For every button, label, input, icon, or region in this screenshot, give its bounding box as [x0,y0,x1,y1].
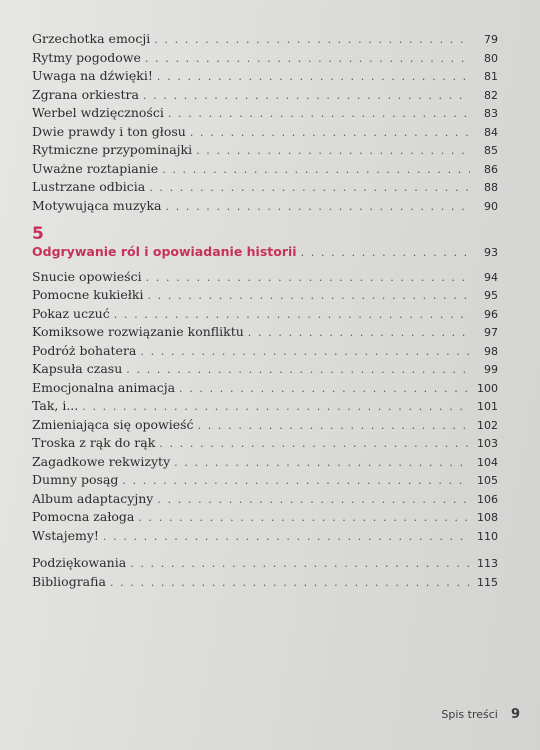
toc-entry-page-number: 98 [484,344,498,358]
toc-entry [32,397,498,416]
page-footer [441,703,520,722]
toc-entry-page-number: 86 [484,162,498,176]
toc-entry-title: Uwaga na dźwięki! [32,68,153,83]
chapter-number: 5 [32,224,44,244]
toc-entry-title: Motywująca muzyka [32,197,162,213]
toc-entry-title: Grzechotka emocji [32,31,151,46]
toc-entry [32,416,498,435]
leader-dots [157,491,470,510]
toc-entry-page-number: 102 [477,418,498,432]
toc-entry [32,527,498,546]
toc-entry [32,286,498,305]
toc-entry-page-number: 88 [484,181,498,194]
toc-entry-page-number: 115 [477,575,498,589]
toc-entry-page-number: 103 [477,437,498,450]
leader-dots [146,269,470,288]
toc-entry [32,197,498,216]
leader-dots [82,398,470,417]
toc-entry-title: Lustrzane odbicia [32,179,146,194]
toc-entry-title: Podziękowania [32,555,127,570]
toc-entry [32,49,498,68]
toc-section-chapter-4 [32,30,498,215]
toc-entry-page-number: 100 [477,381,498,395]
leader-dots [179,380,470,399]
toc-entry-title: Dumny posąg [32,472,119,487]
toc-entry-title: Komiksowe rozwiązanie konfliktu [32,324,244,339]
toc-entry-page-number: 101 [477,400,498,413]
toc-entry [32,178,498,197]
toc-entry-title: Kapsuła czasu [32,361,123,376]
leader-dots [143,87,470,106]
leader-dots [110,574,470,593]
leader-dots [140,343,470,362]
leader-dots [159,435,470,454]
toc-entry-page-number: 110 [477,529,498,543]
leader-dots [114,306,470,325]
leader-dots [147,287,470,306]
leader-dots [130,555,470,574]
leader-dots [168,105,470,124]
toc-entry [32,160,498,179]
toc-entry [32,490,498,509]
toc-entry-title: Pokaz uczuć [32,305,110,321]
running-footer-title: Spis treści [441,708,498,721]
toc-entry-page-number: 85 [484,144,498,157]
leader-dots [122,472,470,491]
toc-entry-title: Zgrana orkiestra [32,86,139,102]
toc-entry-title: Podróż bohatera [32,342,137,358]
toc-entry-page-number: 80 [484,51,498,65]
toc-back-matter [32,554,498,591]
leader-dots [149,179,470,198]
toc-entry-title: Wstajemy! [32,527,99,543]
toc-entry [32,268,498,287]
toc-entry [32,305,498,324]
leader-dots [174,454,470,473]
leader-dots [162,161,470,180]
page-folio: 9 [510,707,520,722]
toc-entry-page-number: 81 [484,70,498,83]
chapter-page-number: 93 [484,246,498,259]
toc-entry-page-number: 90 [484,199,498,213]
toc-entry-title: Zagadkowe rekwizyty [32,453,171,469]
toc-entry [32,141,498,160]
toc-entry-title: Snucie opowieści [32,268,142,284]
toc-entry-page-number: 97 [484,326,498,339]
toc-entry [32,379,498,398]
toc-entry-page-number: 113 [477,557,498,570]
toc-entry-page-number: 82 [484,88,498,102]
chapter-title: Odgrywanie ról i opowiadanie historii [32,244,297,259]
toc-entry [32,86,498,105]
toc-entry [32,573,498,592]
toc-entry [32,323,498,342]
leader-dots [248,324,470,343]
toc-entry-page-number: 94 [484,270,498,284]
toc-entry-page-number: 96 [484,307,498,321]
toc-entry [32,471,498,490]
toc-entry [32,554,498,573]
toc-entry-title: Dwie prawdy i ton głosu [32,123,186,139]
toc-entry-page-number: 99 [484,363,498,376]
toc-entry-page-number: 106 [477,492,498,506]
toc-entry-page-number: 95 [484,289,498,302]
leader-dots [126,361,470,380]
toc-entry [32,434,498,453]
leader-dots [196,142,470,161]
toc-entry [32,360,498,379]
toc-entry [32,453,498,472]
toc-entry [32,123,498,142]
toc-entry-title: Uważne roztapianie [32,160,159,176]
toc-entry-title: Troska z rąk do rąk [32,435,156,450]
chapter-title-entry [32,243,498,262]
toc-entry-title: Werbel wdzięczności [32,105,164,120]
toc-entry-page-number: 104 [477,455,498,469]
toc-section-chapter-5 [32,268,498,546]
table-of-contents [32,30,498,591]
leader-dots [103,528,470,547]
toc-entry-page-number: 108 [477,511,498,524]
toc-entry [32,67,498,86]
leader-dots [145,50,470,69]
toc-entry-title: Bibliografia [32,573,106,589]
toc-entry-title: Pomocna załoga [32,509,135,524]
toc-entry [32,508,498,527]
toc-entry-title: Pomocne kukiełki [32,287,144,302]
toc-entry-title: Tak, i... [32,398,79,413]
toc-entry-title: Rytmiczne przypominajki [32,142,193,157]
leader-dots [138,509,470,528]
leader-dots [190,124,470,143]
toc-entry [32,342,498,361]
toc-entry-page-number: 83 [484,107,498,120]
leader-dots [157,68,470,87]
toc-entry-title: Zmieniająca się opowieść [32,416,194,432]
leader-dots [154,31,470,50]
toc-entry [32,104,498,123]
leader-dots [198,417,470,436]
toc-entry-title: Rytmy pogodowe [32,49,141,65]
toc-entry [32,30,498,49]
toc-entry-page-number: 105 [477,474,498,487]
toc-entry-title: Emocjonalna animacja [32,379,176,395]
leader-dots [166,198,471,217]
toc-entry-page-number: 79 [484,33,498,46]
leader-dots [301,244,470,263]
toc-entry-title: Album adaptacyjny [32,490,154,506]
toc-entry-page-number: 84 [484,125,498,139]
